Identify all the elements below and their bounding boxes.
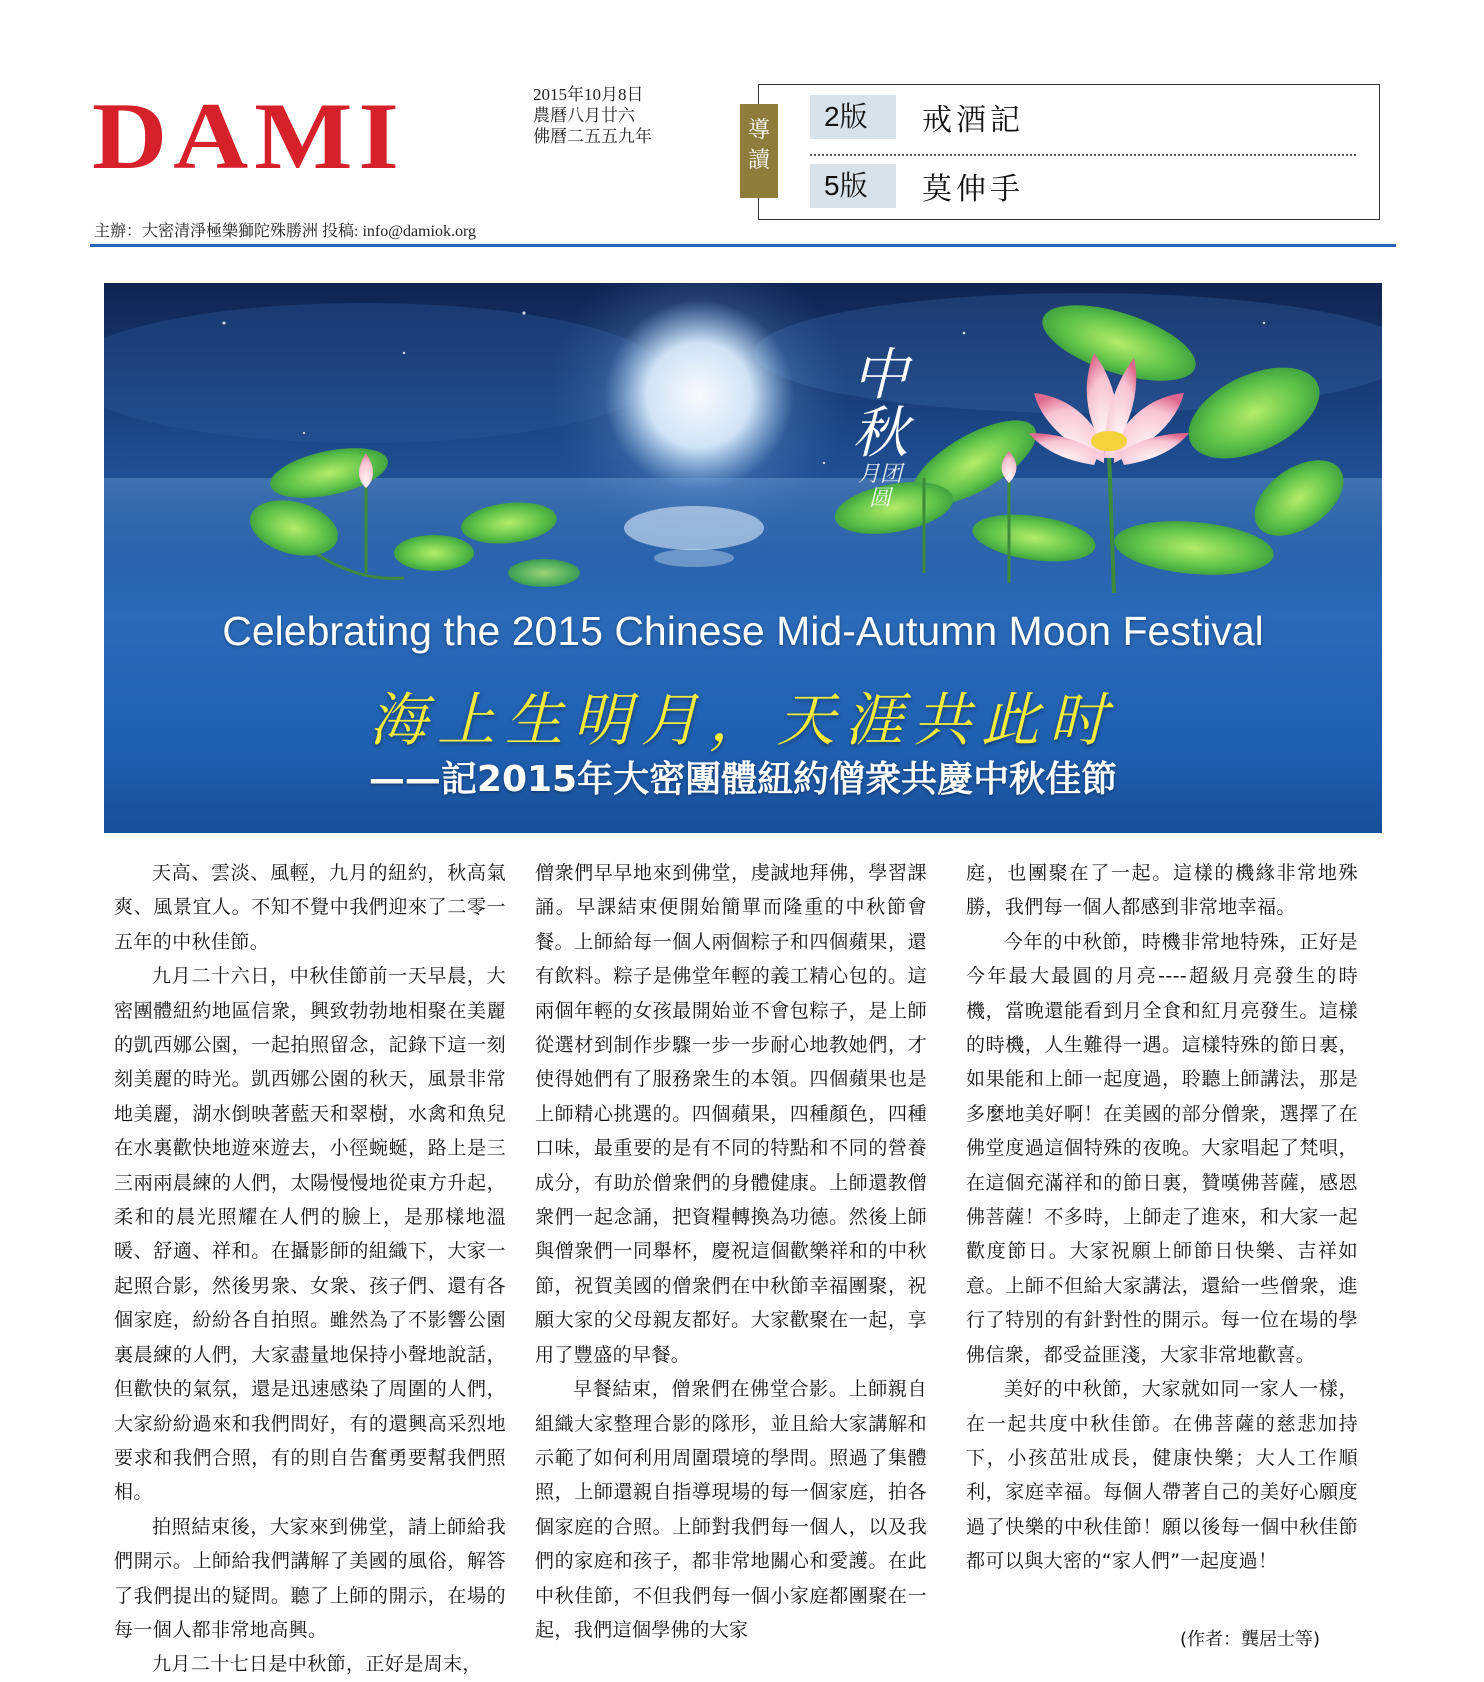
dami-logo: DAMI [92, 83, 405, 189]
hero-banner [104, 283, 1382, 833]
article-column-2 [535, 856, 927, 1647]
article-column-3 [966, 856, 1358, 1579]
sponsor-line: 主辦：大密清淨極樂獅陀殊勝洲 投稿: info@damiok.org [94, 223, 476, 240]
date-lunar: 農曆八月廿六 [533, 106, 635, 125]
article-author: (作者：龔居士等) [1180, 1629, 1321, 1650]
guide-item-page-2[interactable] [810, 95, 1024, 139]
issue-dates [533, 84, 652, 147]
date-gregorian: 2015年10月8日 [533, 85, 644, 104]
moon [604, 300, 794, 490]
article-paragraph: 僧衆們早早地來到佛堂，虔誠地拜佛，學習課誦。早課結束便開始簡單而隆重的中秋節會餐。上師給每一個人兩個粽子和四個蘋果，還有飲料。粽子是佛堂年輕的義工精心包的。這兩個年輕的女孩最開始並不會包粽子，是上師從選材到制作步驟一步一步耐心地教她們，才使得她們有了服務衆生的本領。四個蘋果也是上師精心挑選的。四個蘋果，四種顏色，四種口味，最重要的是有不同的特點和不同的營養成分，有助於僧衆們的身體健康。上師還教僧衆們一起念誦，把資糧轉換為功德。然後上師與僧衆們一同舉杯，慶祝這個歡樂祥和的中秋節，祝賀美國的僧衆們在中秋節幸福團聚，祝願大家的父母親友都好。大家歡聚在一起，享用了豐盛的早餐。 [535, 862, 927, 1366]
mid-autumn-calligraphy-tag [850, 343, 910, 511]
banner-english-title: Celebrating the 2015 Chinese Mid-Autumn Moon Festival [222, 608, 1264, 654]
guide-page-number: 2版 [810, 95, 896, 139]
moon-reflection [624, 506, 764, 550]
header-divider [90, 244, 1396, 247]
banner-subtitle: ——記2015年大密團體紐約僧衆共慶中秋佳節 [368, 759, 1118, 800]
article-paragraph: 今年的中秋節，時機非常地特殊，正好是今年最大最圓的月亮----超級月亮發生的時機，當晚還能看到月全食和紅月亮發生。這樣的時機，人生難得一遇。這樣特殊的節日裏，如果能和上師一起度過，聆聽上師講法，那是多麼地美好啊！在美國的部分僧衆，選擇了在佛堂度過這個特殊的夜晚。大家唱起了梵唄，在這個充滿祥和的節日裏，贊嘆佛菩薩，感恩佛菩薩！不多時，上師走了進來，和大家一起歡度節日。大家祝願上師節日快樂、吉祥如意。上師不但給大家講法，還給一些僧衆，進行了特別的有針對性的開示。每一位在場的學佛信衆，都受益匪淺，大家非常地歡喜。 [966, 930, 1358, 1366]
article-paragraph: 庭，也團聚在了一起。這樣的機緣非常地殊勝，我們每一個人都感到非常地幸福。 [966, 862, 1358, 919]
date-buddhist: 佛曆二五五九年 [533, 127, 652, 146]
calligraphy-tag-main: 中秋 [852, 343, 908, 466]
article-paragraph: 天高、雲淡、風輕，九月的紐約，秋高氣爽、風景宜人。不知不覺中我們迎來了二零一五年的中秋佳節。 [114, 862, 506, 953]
article-column-1 [114, 856, 506, 1682]
guide-item-page-5[interactable] [810, 164, 1024, 208]
article-paragraph: 拍照結束後，大家來到佛堂，請上師給我們開示。上師給我們講解了美國的風俗，解答了我們提出的疑問。聽了上師的開示，在場的每一個人都非常地高興。 [114, 1515, 506, 1641]
article-paragraph: 九月二十七日是中秋節，正好是周末， [152, 1653, 482, 1676]
moon-reflection [654, 549, 734, 567]
article-paragraph: 早餐結束，僧衆們在佛堂合影。上師親自組織大家整理合影的隊形，並且給大家講解和示範了如何利用周圍環境的學問。照過了集體照，上師還親自指導現場的每一個家庭，拍各個家庭的合照。上師對我們每一個人，以及我們的家庭和孩子，都非常地關心和愛護。在此中秋佳節，不但我們每一個小家庭都團聚在一起，我們這個學佛的大家 [535, 1378, 927, 1641]
guide-tab: 導讀 [740, 104, 778, 198]
banner-calligraphy: 海上生明月，天涯共此时 [368, 686, 1117, 754]
guide-item-title: 莫伸手 [922, 172, 1024, 207]
guide-item-title: 戒酒記 [922, 103, 1024, 138]
calligraphy-tag-small: 月团圆 [857, 462, 902, 511]
guide-divider [810, 154, 1356, 156]
article-paragraph: 九月二十六日，中秋佳節前一天早晨，大密團體紐約地區信衆，興致勃勃地相聚在美麗的凱西娜公園，一起拍照留念，記錄下這一刻刻美麗的時光。凱西娜公園的秋天，風景非常地美麗，湖水倒映著藍天和翠樹，水禽和魚兒在水裏歡快地遊來遊去，小徑蜿蜒，路上是三三兩兩晨練的人們，太陽慢慢地從東方升起，柔和的晨光照耀在人們的臉上，是那樣地溫暖、舒適、祥和。在攝影師的組織下，大家一起照合影，然後男衆、女衆、孩子們、還有各個家庭，紛紛各自拍照。雖然為了不影響公園裏晨練的人們，大家盡量地保持小聲地說話，但歡快的氣氛，還是迅速感染了周圍的人們，大家紛紛過來和我們問好，有的還興高采烈地要求和我們合照，有的則自告奮勇要幫我們照相。 [114, 965, 506, 1504]
article-paragraph: 美好的中秋節，大家就如同一家人一樣，在一起共度中秋佳節。在佛菩薩的慈悲加持下，小孩茁壯成長，健康快樂；大人工作順利，家庭幸福。每個人帶著自己的美好心願度過了快樂的中秋佳節！願以後每一個中秋佳節都可以與大密的“家人們”一起度過！ [966, 1378, 1358, 1573]
guide-page-number: 5版 [810, 164, 896, 208]
